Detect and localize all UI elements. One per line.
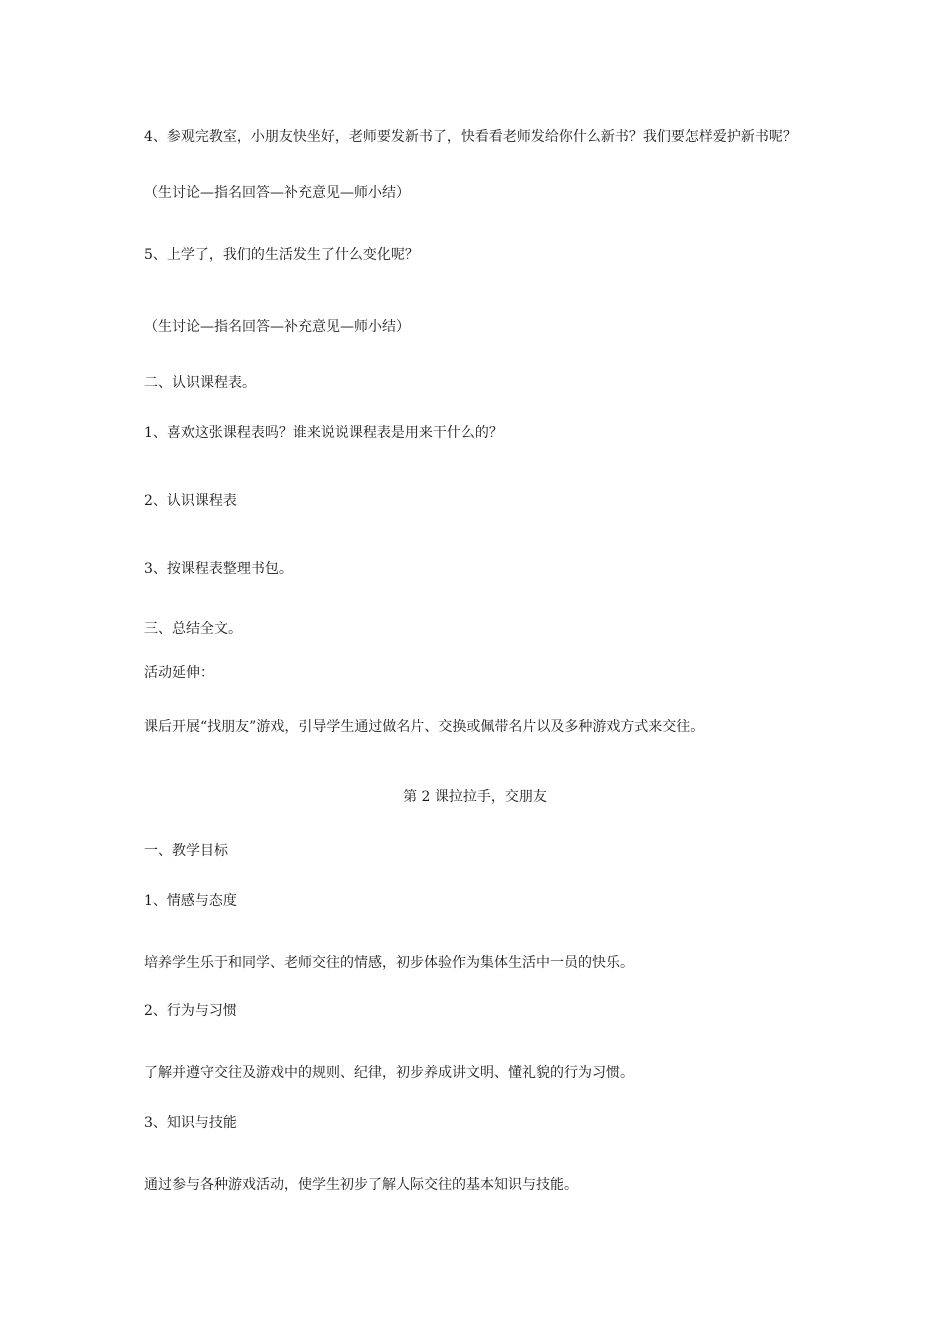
paragraph-discussion-note: （生讨论—指名回答—补充意见—师小结）: [144, 185, 410, 201]
paragraph-item-4: 4、参观完教室，小朋友快坐好，老师要发新书了，快看看老师发给你什么新书？我们要怎样爱护新书呢？: [144, 129, 797, 145]
goal-heading-1: 1、情感与态度: [144, 893, 237, 909]
section-heading-2: 二、认识课程表。: [144, 375, 256, 391]
section-heading-3: 三、总结全文。: [144, 621, 242, 637]
paragraph-discussion-note: （生讨论—指名回答—补充意见—师小结）: [144, 319, 410, 335]
goal-heading-2: 2、行为与习惯: [144, 1003, 237, 1019]
activity-extension-text: 课后开展“找朋友”游戏，引导学生通过做名片、交换或佩带名片以及多种游戏方式来交往。: [144, 719, 705, 735]
section-heading-goals: 一、教学目标: [144, 843, 228, 859]
goal-text-3: 通过参与各种游戏活动，使学生初步了解人际交往的基本知识与技能。: [144, 1177, 578, 1193]
paragraph-item-1: 1、喜欢这张课程表吗？谁来说说课程表是用来干什么的？: [144, 425, 503, 441]
paragraph-item-5: 5、上学了，我们的生活发生了什么变化呢？: [144, 247, 419, 263]
goal-text-2: 了解并遵守交往及游戏中的规则、纪律，初步养成讲文明、懂礼貌的行为习惯。: [144, 1065, 634, 1081]
goal-heading-3: 3、知识与技能: [144, 1115, 237, 1131]
activity-extension-label: 活动延伸：: [144, 665, 214, 681]
paragraph-item-3: 3、按课程表整理书包。: [144, 561, 293, 577]
lesson-title: 第 2 课拉拉手，交朋友: [403, 789, 547, 805]
paragraph-item-2: 2、认识课程表: [144, 493, 237, 509]
goal-text-1: 培养学生乐于和同学、老师交往的情感，初步体验作为集体生活中一员的快乐。: [144, 955, 634, 971]
